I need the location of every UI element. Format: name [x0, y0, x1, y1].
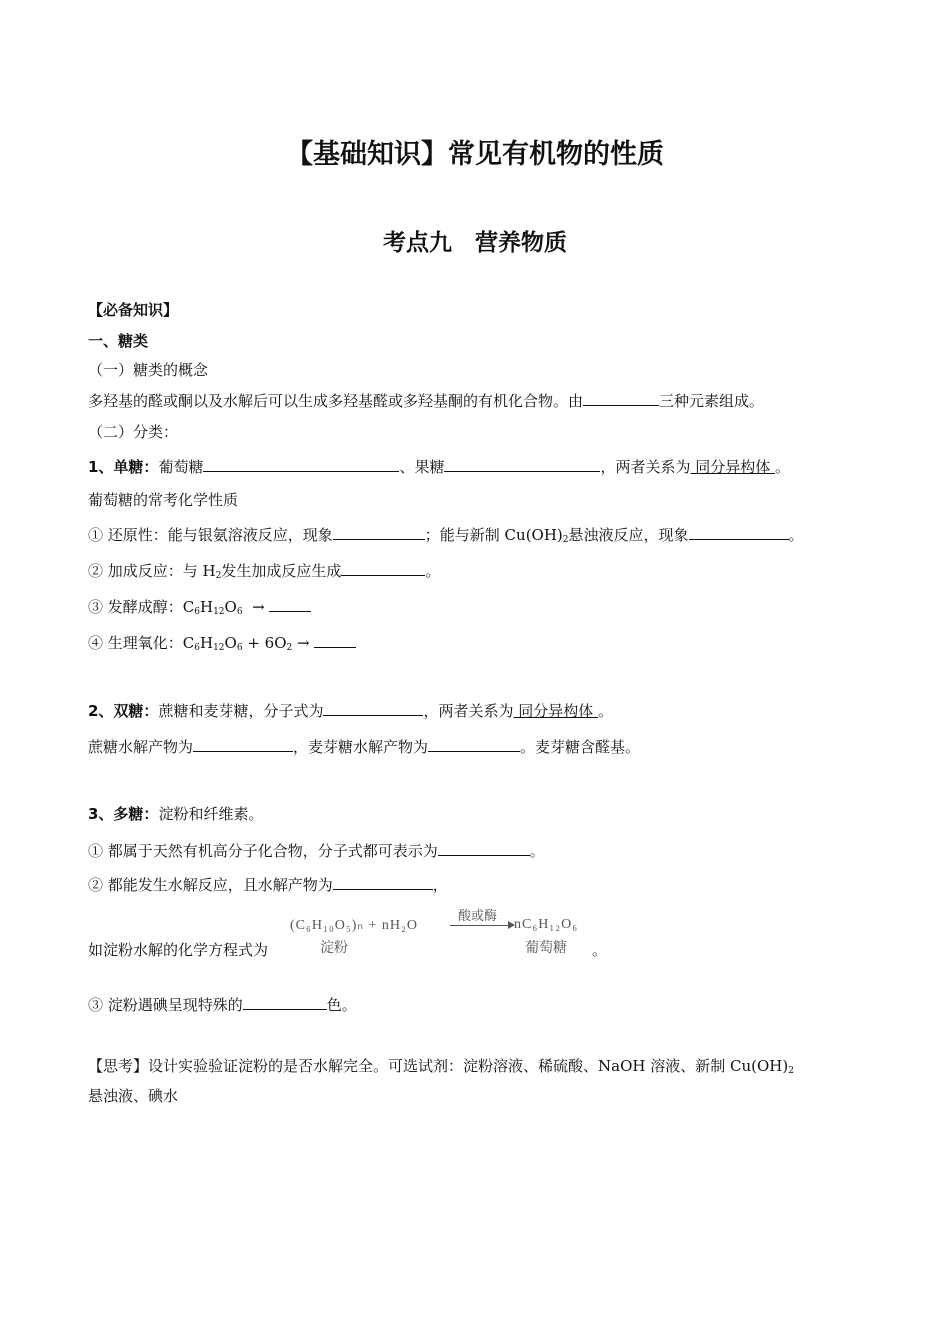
- polysaccharide-line: [88, 804, 263, 824]
- reduction-line: [88, 524, 804, 545]
- think-text: 【思考】设计实验验证淀粉的是否水解完全。可选试剂：淀粉溶液、稀硫酸、NaOH 溶液、新制 Cu(OH): [88, 1057, 789, 1075]
- formula-h: H: [199, 598, 214, 616]
- page-subtitle: 考点九 营养物质: [383, 230, 567, 256]
- color-text: 色。: [326, 996, 357, 1014]
- starch-hydrolysis-equation: [290, 905, 590, 965]
- end-punct: 。: [598, 702, 614, 720]
- answer-blank[interactable]: [444, 456, 600, 472]
- answer-blank[interactable]: [323, 700, 423, 716]
- relation-text: ，两者关系为: [600, 458, 691, 476]
- equation-reactants: (C₆H₁₀O₅)ₙ + nH₂O: [290, 918, 418, 933]
- subscript: 12: [213, 643, 225, 653]
- fermentation-text: ③ 发酵成醇：C: [88, 598, 195, 616]
- sucrose-text: 蔗糖水解产物为: [88, 738, 194, 756]
- fructose-text: 、果糖: [399, 458, 445, 476]
- relation-answer: 同分异构体: [690, 458, 776, 476]
- relation-answer: 同分异构体: [513, 702, 599, 720]
- answer-blank[interactable]: [193, 736, 293, 752]
- addition-text: ② 加成反应：与 H: [88, 562, 216, 580]
- arrow: →: [242, 598, 270, 616]
- answer-blank[interactable]: [269, 596, 311, 612]
- answer-blank[interactable]: [438, 840, 530, 856]
- poly-label: 3、多糖：: [88, 805, 159, 823]
- disaccharide-line: [88, 700, 613, 721]
- subheading-classification: （二）分类：: [88, 423, 179, 441]
- hydrolysis-products-line: [88, 736, 640, 757]
- poly-text-1: ① 都属于天然有机高分子化合物，分子式都可表示为: [88, 842, 438, 860]
- arrow: →: [292, 634, 315, 652]
- poly-text: 淀粉和纤维素。: [158, 805, 264, 823]
- end-punct: 。: [425, 562, 441, 580]
- heading-sugar: 一、糖类: [88, 332, 149, 350]
- page-title: 【基础知识】常见有机物的性质: [286, 139, 664, 170]
- definition-tail: 三种元素组成。: [659, 392, 765, 410]
- subscript: 12: [213, 607, 225, 617]
- subscript: 2: [286, 643, 293, 653]
- answer-blank[interactable]: [314, 632, 356, 648]
- relation-text: ，两者关系为: [423, 702, 514, 720]
- reduction-text-2: ；能与新制 Cu(OH): [424, 526, 563, 544]
- monosaccharide-line: [88, 456, 790, 477]
- reduction-text: ① 还原性：能与银氨溶液反应，现象: [88, 526, 333, 544]
- section-label: 【必备知识】: [88, 301, 179, 319]
- answer-blank[interactable]: [203, 456, 399, 472]
- poly-line-4: [88, 994, 357, 1015]
- di-label: 2、双糖：: [88, 702, 159, 720]
- plus-oxygen: + 6O: [242, 634, 287, 652]
- equation-condition: 酸或酶: [458, 909, 498, 924]
- answer-blank[interactable]: [689, 524, 789, 540]
- oxidation-text: ④ 生理氧化：C: [88, 634, 195, 652]
- think-line-2: 悬浊液、碘水: [88, 1087, 179, 1105]
- poly-text-2: ② 都能发生水解反应，且水解产物为: [88, 876, 333, 894]
- reaction-arrow-icon: [450, 925, 512, 926]
- poly-line-2: [88, 874, 448, 895]
- poly-line-3: 如淀粉水解的化学方程式为: [88, 941, 269, 959]
- formula-h: H: [199, 634, 214, 652]
- answer-blank[interactable]: [428, 736, 520, 752]
- addition-text-2: 发生加成反应生成: [221, 562, 342, 580]
- answer-blank[interactable]: [583, 390, 659, 406]
- subscript: 2: [215, 571, 222, 581]
- end-punct: 。: [529, 842, 545, 860]
- subscript: 2: [562, 535, 569, 545]
- glucose-props-title: 葡萄糖的常考化学性质: [88, 491, 239, 509]
- equation-end-punct: 。: [592, 941, 608, 959]
- formula-o: O: [224, 598, 237, 616]
- maltose-text: ，麦芽糖水解产物为: [293, 738, 429, 756]
- definition-line: [88, 390, 764, 411]
- answer-blank[interactable]: [333, 524, 425, 540]
- aldehyde-text: 。麦芽糖含醛基。: [520, 738, 641, 756]
- subheading-concept: （一）糖类的概念: [88, 361, 209, 379]
- answer-blank[interactable]: [333, 874, 433, 890]
- glucose-label: 葡萄糖: [525, 940, 567, 956]
- reduction-text-3: 悬浊液反应，现象: [568, 526, 689, 544]
- end-punct: 。: [775, 458, 791, 476]
- end-punct: 。: [788, 526, 804, 544]
- poly-text-4: ③ 淀粉遇碘呈现特殊的: [88, 996, 243, 1014]
- fermentation-line: [88, 596, 311, 617]
- subscript: 6: [236, 643, 243, 653]
- answer-blank[interactable]: [341, 560, 425, 576]
- poly-line-1: [88, 840, 545, 861]
- mono-label: 1、单糖：: [88, 458, 159, 476]
- subscript: 6: [236, 607, 243, 617]
- subscript: 6: [194, 607, 200, 617]
- answer-blank[interactable]: [243, 994, 327, 1010]
- di-text: 蔗糖和麦芽糖，分子式为: [158, 702, 324, 720]
- definition-text: 多羟基的醛或酮以及水解后可以生成多羟基醛或多羟基酮的有机化合物。由: [88, 392, 584, 410]
- glucose-text: 葡萄糖: [158, 458, 204, 476]
- starch-label: 淀粉: [320, 940, 348, 956]
- subscript: 2: [788, 1066, 794, 1076]
- equation-product: nC₆H₁₂O₆: [514, 917, 579, 932]
- oxidation-line: [88, 632, 356, 653]
- think-line-1: [88, 1056, 794, 1076]
- formula-o: O: [224, 634, 237, 652]
- comma: ，: [432, 876, 448, 894]
- subscript: 6: [194, 643, 200, 653]
- addition-line: [88, 560, 440, 581]
